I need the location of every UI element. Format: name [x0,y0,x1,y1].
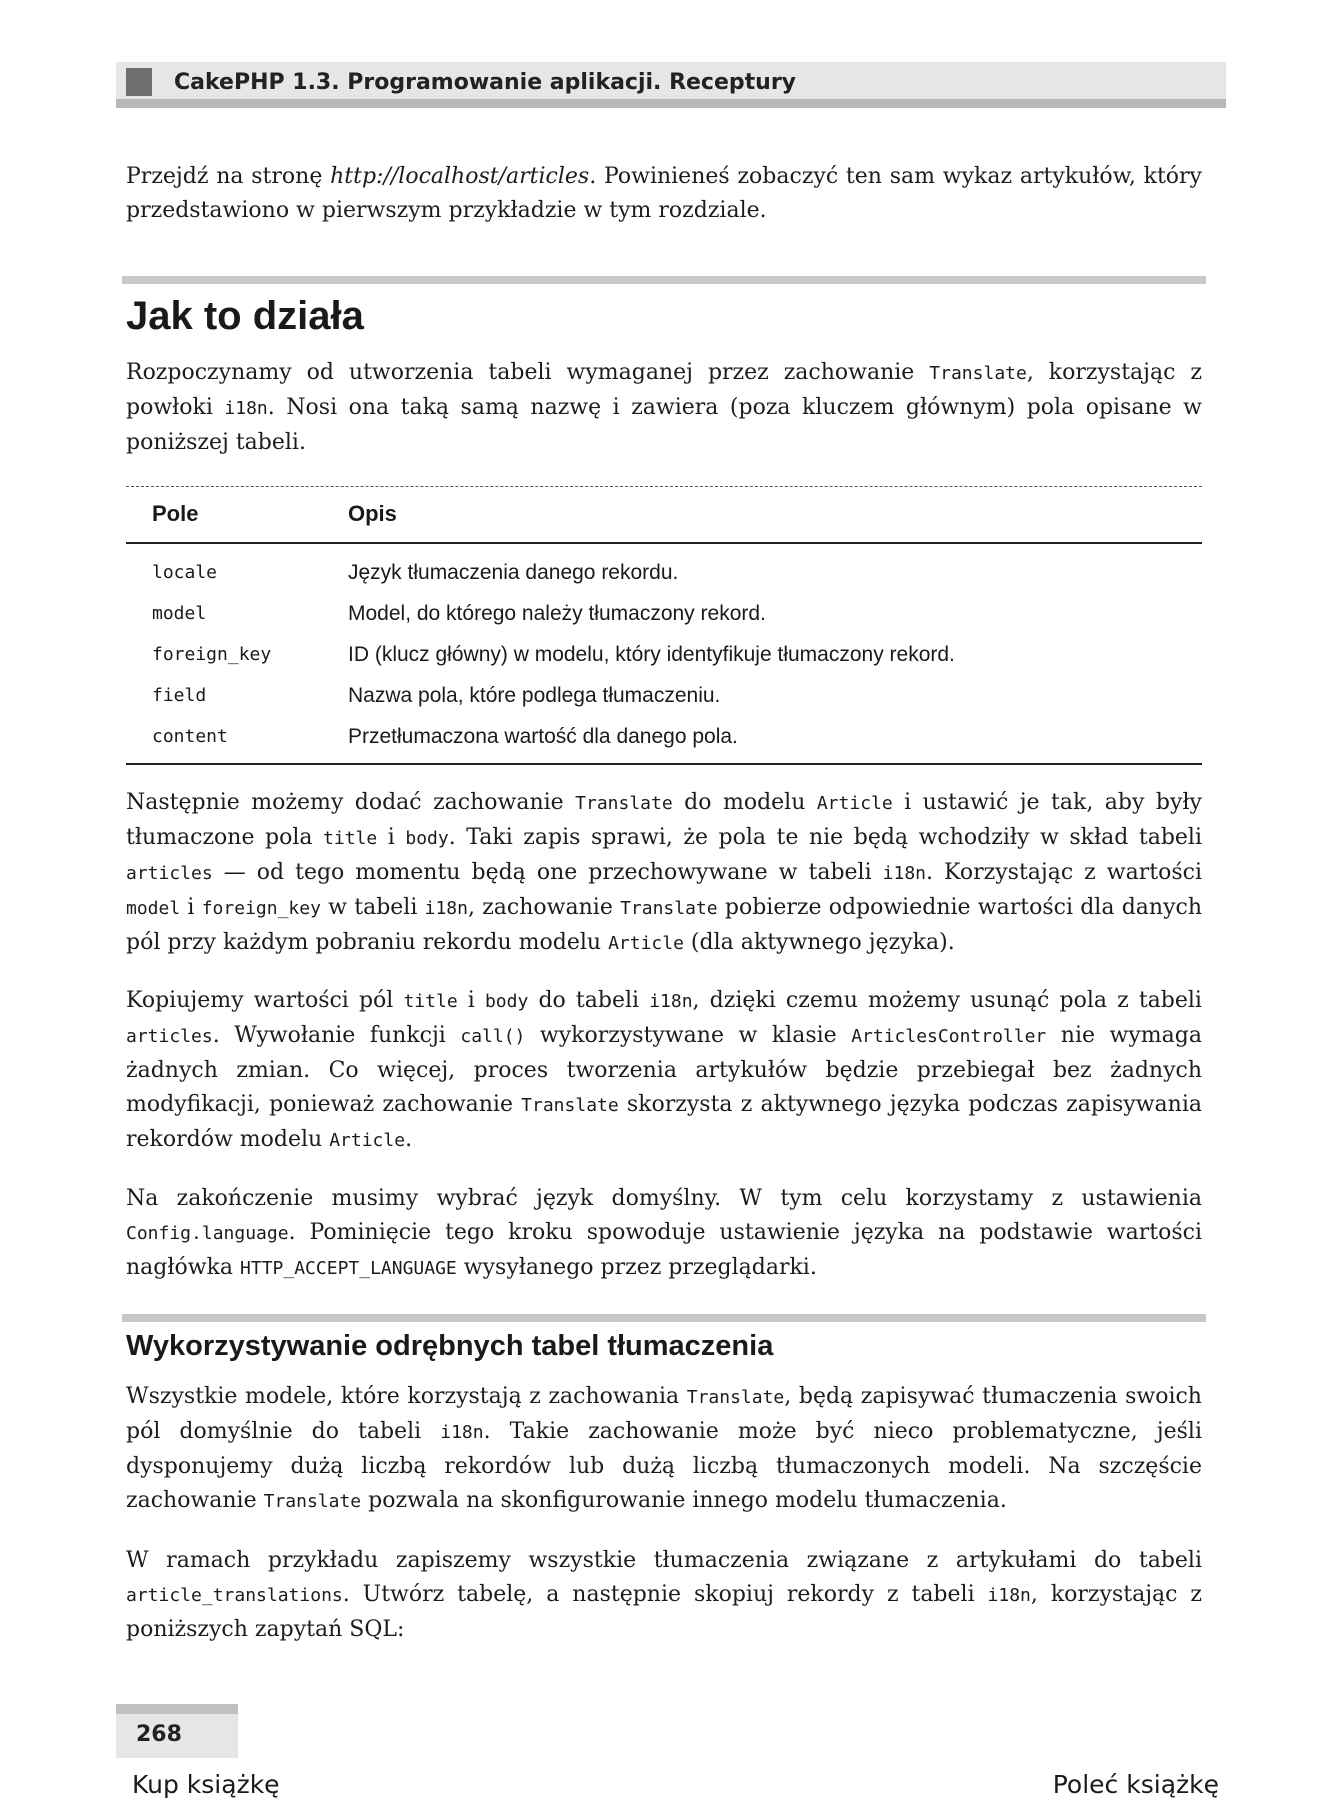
section-heading: Jak to działa [126,294,364,338]
page-number-bar [116,1704,238,1714]
paragraph-5: Wszystkie modele, które korzystają z zachowania Translate, będą zapisywać tłumaczenia swoich pól domyślnie do tabeli i18n. Takie zachowanie może być nieco problematyczne, jeśli dysponujemy dużą liczbą rekordów lub dużą liczbą tłumaczonych modeli. Na szczęście zachowanie Translate pozwala na skonfigurowanie innego modelu tłumaczenia. [126,1384,1202,1513]
table-row [126,716,1202,764]
field-name: model [152,603,207,624]
header-opis: Opis [348,486,1202,543]
paragraph-6: W ramach przykładu zapiszemy wszystkie tłumaczenia związane z artykułami do tabeli article_translations. Utwórz tabelę, a następnie skopiuj rekordy z tabeli i18n, korzystając z poniższych zapytań SQL: [126,1548,1202,1642]
paragraph-2: Następnie możemy dodać zachowanie Translate do modelu Article i ustawić je tak, aby były tłumaczone pola title i body. Taki zapis sprawi, że pola te nie będą wchodziły w skład tabeli articles — od tego momentu będą one przechowywane w tabeli i18n. Korzystając z wartości model i foreign_key w tabeli i18n, zachowanie Translate pobierze odpowiednie wartości dla danych pól przy każdym pobraniu rekordu modelu Article (dla aktywnego języka). [126,790,1202,955]
field-name: foreign_key [152,644,272,665]
field-name: field [152,685,207,706]
section-divider [122,276,1206,284]
field-name: content [126,716,348,764]
running-head-title: CakePHP 1.3. Programowanie aplikacji. Receptury [174,70,797,95]
table-row [126,593,1202,634]
page-number: 268 [136,1722,182,1747]
subsection-divider [122,1314,1206,1322]
running-head [116,62,1226,108]
table-header-row [126,486,1202,543]
field-description: ID (klucz główny) w modelu, który identyfikuje tłumaczony rekord. [348,642,955,666]
table-row [126,543,1202,593]
field-description: Model, do którego należy tłumaczony rekord. [348,601,766,625]
paragraph-3: Kopiujemy wartości pól title i body do tabeli i18n, dzięki czemu możemy usunąć pola z tabeli articles. Wywołanie funkcji call() wykorzystywane w klasie ArticlesController nie wymaga żadnych zmian. Co więcej, proces tworzenia artykułów będzie przebiegał bez żadnych modyfikacji, ponieważ zachowanie Translate skorzysta z aktywnego języka podczas zapisywania rekordów modelu Article. [126,988,1202,1152]
subsection-heading: Wykorzystywanie odrębnych tabel tłumaczenia [126,1330,774,1362]
field-description: Nazwa pola, które podlega tłumaczeniu. [348,683,721,707]
page-number-box [116,1704,238,1758]
header-pole: Pole [126,486,348,543]
buy-book-link[interactable]: Kup książkę [132,1770,280,1799]
field-name: locale [152,562,218,583]
articles-url: http://localhost/articles [330,164,590,189]
header-rule [116,99,1226,108]
field-description: Przetłumaczona wartość dla danego pola. [348,716,1202,764]
fields-table [126,486,1202,765]
paragraph-4: Na zakończenie musimy wybrać język domyślny. W tym celu korzystamy z ustawienia Config.language. Pominięcie tego kroku spowoduje ustawienie języka na podstawie wartości nagłówka HTTP_ACCEPT_LANGUAGE wysyłanego przez przeglądarki. [126,1186,1202,1280]
table-row [126,634,1202,675]
field-description: Język tłumaczenia danego rekordu. [348,560,679,584]
intro-paragraph: Przejdź na stronę http://localhost/articles. Powinieneś zobaczyć ten sam wykaz artykułów, który przedstawiono w pierwszym przykładzie w tym rozdziale. [126,164,1202,223]
header-marker [126,68,152,96]
table-row [126,675,1202,716]
recommend-book-link[interactable]: Poleć książkę [1052,1770,1219,1799]
paragraph-1: Rozpoczynamy od utworzenia tabeli wymaganej przez zachowanie Translate, korzystając z powłoki i18n. Nosi ona taką samą nazwę i zawiera (poza kluczem głównym) pola opisane w poniższej tabeli. [126,360,1202,455]
